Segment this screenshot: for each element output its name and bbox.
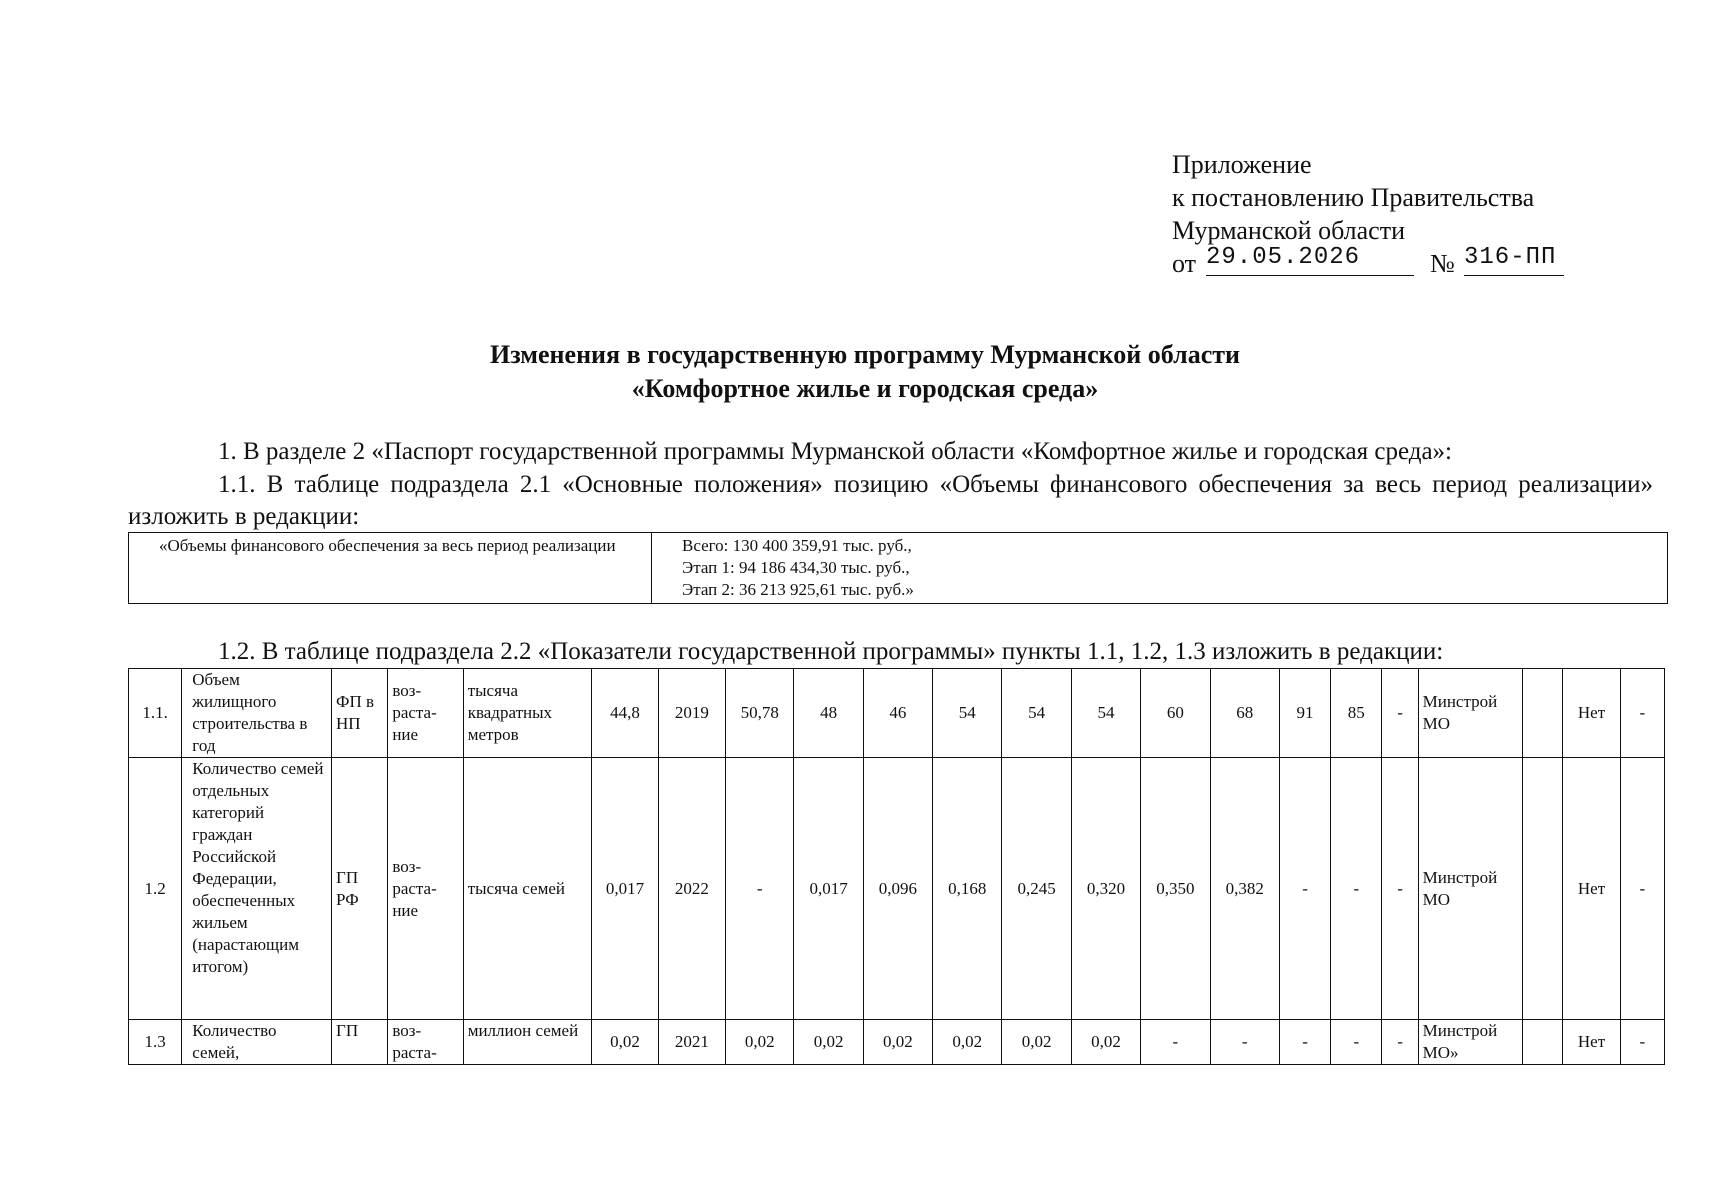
value-cell: 0,017 <box>794 758 863 1020</box>
responsible-body: Минстрой МО <box>1418 758 1523 1020</box>
document-title <box>120 338 1610 406</box>
row-number: 1.2 <box>129 758 182 1020</box>
blank-cell <box>1523 1020 1563 1065</box>
last-cell: - <box>1620 758 1664 1020</box>
indicator-direction: воз-раста-ние <box>388 669 463 758</box>
value-cell: 68 <box>1210 669 1279 758</box>
value-cell: 0,245 <box>1002 758 1071 1020</box>
flag-cell: Нет <box>1563 758 1620 1020</box>
value-cell: 0,350 <box>1141 758 1210 1020</box>
indicator-level: ГП РФ <box>332 758 388 1020</box>
blank-cell <box>1523 758 1563 1020</box>
row-number: 1.3 <box>129 1020 182 1065</box>
resolution-date: 29.05.2026 <box>1206 241 1414 276</box>
indicator-unit: тысяча квадратных метров <box>463 669 592 758</box>
region-name: Мурманской области <box>1172 216 1405 245</box>
value-cell: 2021 <box>658 1020 725 1065</box>
indicator-unit: миллион семей <box>463 1020 592 1065</box>
value-cell: 44,8 <box>592 669 658 758</box>
value-cell: 0,168 <box>933 758 1002 1020</box>
value-cell: - <box>1279 1020 1330 1065</box>
value-cell: 0,02 <box>592 1020 658 1065</box>
finance-table <box>128 532 1668 604</box>
last-cell: - <box>1620 669 1664 758</box>
table-row <box>129 758 1665 1020</box>
row-number: 1.1. <box>129 669 182 758</box>
value-cell: 0,02 <box>726 1020 794 1065</box>
responsible-body: Минстрой МО» <box>1418 1020 1523 1065</box>
value-cell: 0,02 <box>1071 1020 1140 1065</box>
value-cell: - <box>1210 1020 1279 1065</box>
value-cell: 91 <box>1279 669 1330 758</box>
value-cell: 48 <box>794 669 863 758</box>
value-cell: 0,02 <box>933 1020 1002 1065</box>
finance-stage-2: Этап 2: 36 213 925,61 тыс. руб.» <box>682 580 914 599</box>
blank-cell <box>1523 669 1563 758</box>
value-cell: 0,017 <box>592 758 658 1020</box>
finance-row <box>129 533 1668 604</box>
indicator-name: Количество семей, <box>182 1020 332 1065</box>
indicator-level: ГП <box>332 1020 388 1065</box>
paragraph-1-2: 1.2. В таблице подраздела 2.2 «Показатели государственной программы» пункты 1.1, 1.2, 1.3 изложить в редакции: <box>218 638 1444 665</box>
date-prefix: от <box>1172 249 1197 278</box>
responsible-body: Минстрой МО <box>1418 669 1523 758</box>
indicators-table <box>128 668 1665 1065</box>
value-cell: 60 <box>1141 669 1210 758</box>
value-cell: 0,382 <box>1210 758 1279 1020</box>
flag-cell: Нет <box>1563 669 1620 758</box>
indicator-name: Объем жилищного строительства в год <box>182 669 332 758</box>
value-cell: - <box>1382 669 1418 758</box>
value-cell: - <box>1382 1020 1418 1065</box>
value-cell: 2022 <box>658 758 725 1020</box>
value-cell: 0,320 <box>1071 758 1140 1020</box>
value-cell: 0,02 <box>863 1020 932 1065</box>
value-cell: - <box>726 758 794 1020</box>
value-cell: - <box>1331 758 1382 1020</box>
paragraph-1-1: 1.1. В таблице подраздела 2.1 «Основные положения» позицию «Объемы финансового обеспечения за весь период реализации» изложить в редакции: <box>128 471 1653 530</box>
last-cell: - <box>1620 1020 1664 1065</box>
table-row <box>129 669 1665 758</box>
value-cell: - <box>1331 1020 1382 1065</box>
date-number-row <box>1172 244 1592 280</box>
indicator-direction: воз-раста-ние <box>388 758 463 1020</box>
title-line-2: «Комфортное жилье и городская среда» <box>631 374 1099 403</box>
paragraph-1: 1. В разделе 2 «Паспорт государственной программы Мурманской области «Комфортное жилье и городская среда»: <box>218 438 1452 465</box>
flag-cell: Нет <box>1563 1020 1620 1065</box>
resolution-reference: к постановлению Правительства <box>1172 183 1535 212</box>
finance-values-cell <box>652 533 1668 604</box>
finance-label-cell: «Объемы финансового обеспечения за весь период реализации <box>129 533 652 604</box>
indicator-direction: воз-раста- <box>388 1020 463 1065</box>
appendix-label: Приложение <box>1172 150 1312 179</box>
indicator-unit: тысяча семей <box>463 758 592 1020</box>
value-cell: - <box>1279 758 1330 1020</box>
value-cell: 0,096 <box>863 758 932 1020</box>
table-row <box>129 1020 1665 1065</box>
value-cell: 54 <box>1002 669 1071 758</box>
value-cell: 54 <box>933 669 1002 758</box>
value-cell: - <box>1141 1020 1210 1065</box>
value-cell: 46 <box>863 669 932 758</box>
value-cell: - <box>1382 758 1418 1020</box>
value-cell: 50,78 <box>726 669 794 758</box>
indicator-level: ФП в НП <box>332 669 388 758</box>
finance-total: Всего: 130 400 359,91 тыс. руб., <box>682 536 912 555</box>
value-cell: 0,02 <box>794 1020 863 1065</box>
resolution-number: 316-ПП <box>1464 241 1564 276</box>
indicator-name: Количество семей отдельных категорий граждан Российской Федерации, обеспеченных жильем (нарастающим итогом) <box>182 758 332 1020</box>
finance-stage-1: Этап 1: 94 186 434,30 тыс. руб., <box>682 558 910 577</box>
value-cell: 2019 <box>658 669 725 758</box>
number-prefix: № <box>1430 249 1455 278</box>
appendix-header <box>1172 148 1592 280</box>
value-cell: 54 <box>1071 669 1140 758</box>
title-line-1: Изменения в государственную программу Мурманской области <box>490 340 1240 369</box>
value-cell: 85 <box>1331 669 1382 758</box>
value-cell: 0,02 <box>1002 1020 1071 1065</box>
